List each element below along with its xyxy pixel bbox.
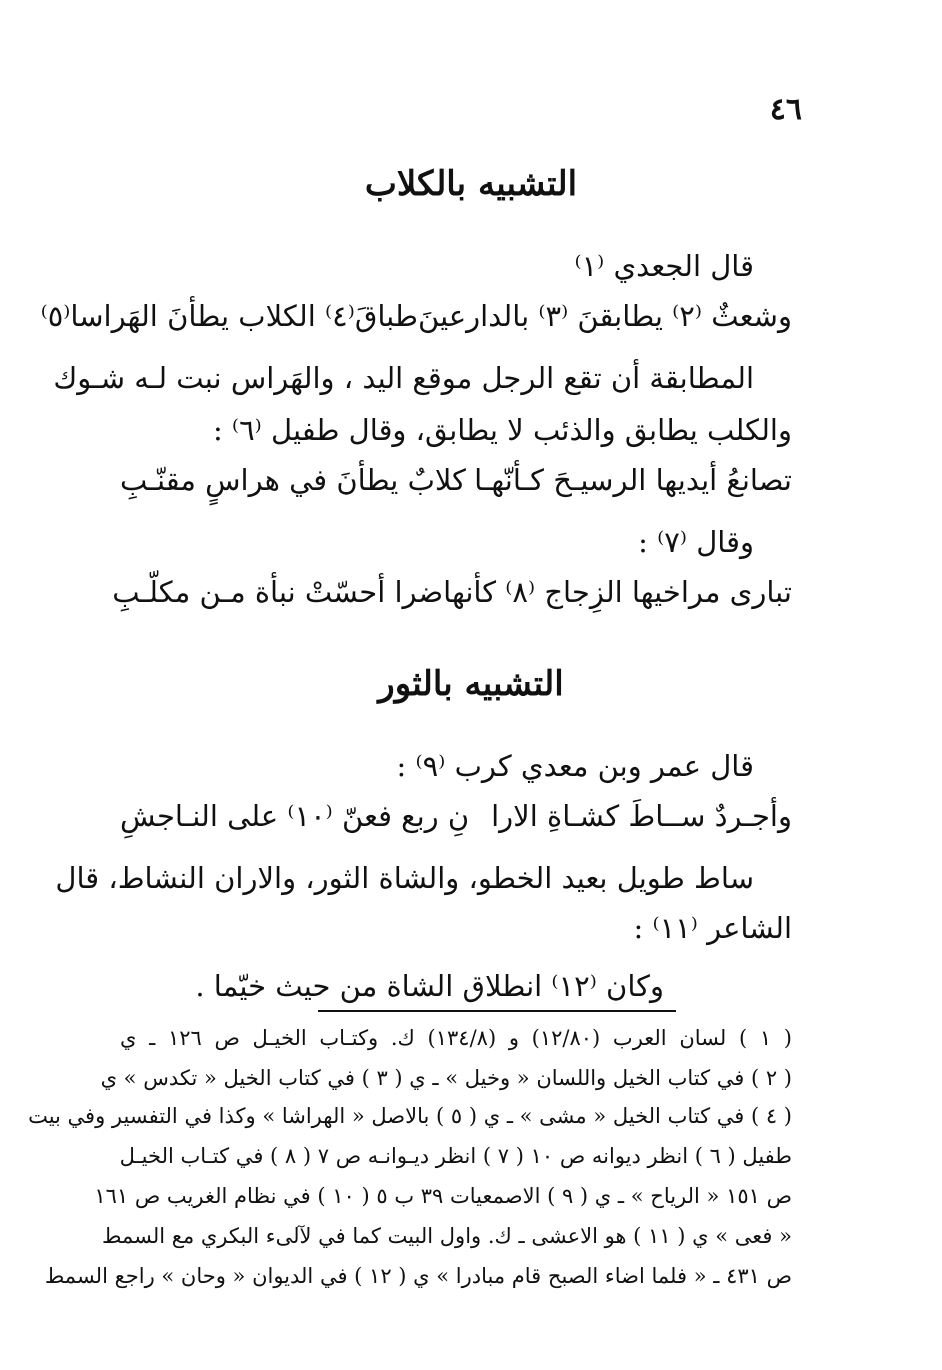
verse-hemistich: وأجـردٌ ســاطَ كشـاةِ الارا	[491, 799, 792, 833]
verse-hemistich: ضرا أحسّتْ نبأة مـن مكلّـبِ	[112, 575, 444, 609]
prose-line: والكلب يطابق والذئب لا يطابق، وقال طفيل ⁽٦⁾ :	[212, 413, 792, 447]
footnote-line: طفيل ( ٦ ) انظر ديوانه ص ١٠ ( ٧ ) انظر ديـوانـه ص ٧ ( ٨ ) في كتـاب الخيـل	[119, 1144, 792, 1168]
verse-line	[120, 460, 792, 500]
intro-line: قال عمر وبن معدي كرب ⁽٩⁾ :	[396, 749, 754, 783]
verse-line	[120, 796, 792, 836]
intro-line: قال الجعدي ⁽١⁾	[574, 249, 754, 283]
verse-hemistich: تصانعُ أيديها الرسيـحَ كـأنّهـا	[474, 463, 792, 497]
page-number: ٤٦	[769, 92, 802, 127]
footnote-line: ص ١٥١ « الرياح » ـ ي ( ٩ ) الاصمعيات ٣٩ ب ٥ ( ١٠ ) في نظام الغريب ص ١٦١	[94, 1184, 792, 1208]
verse-hemistich: كلابٌ يطأنَ في هراسٍ مقنّـبِ	[120, 463, 466, 497]
verse-hemistich: وشعثٌ ⁽٢⁾ يطابقنَ ⁽٣⁾ بالدارعينَ	[418, 299, 792, 333]
section-title-dogs: التشبيه بالكلاب	[364, 164, 578, 204]
prose-line: المطابقة أن تقع الرجل موقع اليد ، والهَراس نبت لـه شـوك	[53, 361, 754, 395]
section-title-bull: التشبيه بالثور	[378, 664, 564, 704]
footnote-line: ص ٤٣١ ـ « فلما اضاء الصبح قام مبادرا » ي ( ١٢ ) في الديوان « وحان » راجع السمط	[44, 1264, 792, 1288]
footnote-line: ( ١ ) لسان العرب (١٢/٨٠) و (١٣٤/٨) ك. وكتـاب الخيـل ص ١٢٦ ـ ي	[120, 1026, 792, 1050]
verse-hemistich: تبارى مراخيها الزِجاج ⁽٨⁾ كأنها	[443, 575, 792, 609]
verse-hemistich: نِ ربع فعنّ ⁽١٠⁾ على النـاجشِ	[120, 799, 470, 833]
verse-hemistich: طباقَ⁽٤⁾ الكلاب يطأنَ الهَراسا⁽٥⁾	[40, 299, 419, 333]
footnote-line: ( ٤ ) في كتاب الخيل « مشى » ـ ي ( ٥ ) بالاصل « الهراشا » وكذا في التفسير وفي بيت	[28, 1104, 792, 1128]
verse-line: وكان ⁽١٢⁾ انطلاق الشاة من حيث خيّما .	[195, 969, 664, 1003]
verse-line	[40, 296, 792, 336]
verse-line	[112, 572, 792, 612]
prose-line: ساط طويل بعيد الخطو، والشاة الثور، والاران النشاط، قال	[55, 861, 754, 895]
footnote-separator	[318, 1010, 676, 1012]
footnote-line: ( ٢ ) في كتاب الخيل واللسان « وخيل » ـ ي ( ٣ ) في كتاب الخيل « تكدس » ي	[100, 1066, 792, 1090]
prose-line: الشاعر ⁽١١⁾ :	[633, 911, 792, 945]
intro-line: وقال ⁽٧⁾ :	[638, 525, 754, 559]
footnote-line: « فعى » ي ( ١١ ) هو الاعشى ـ ك. واول البيت كما في لآلىء البكري مع السمط	[102, 1224, 792, 1248]
